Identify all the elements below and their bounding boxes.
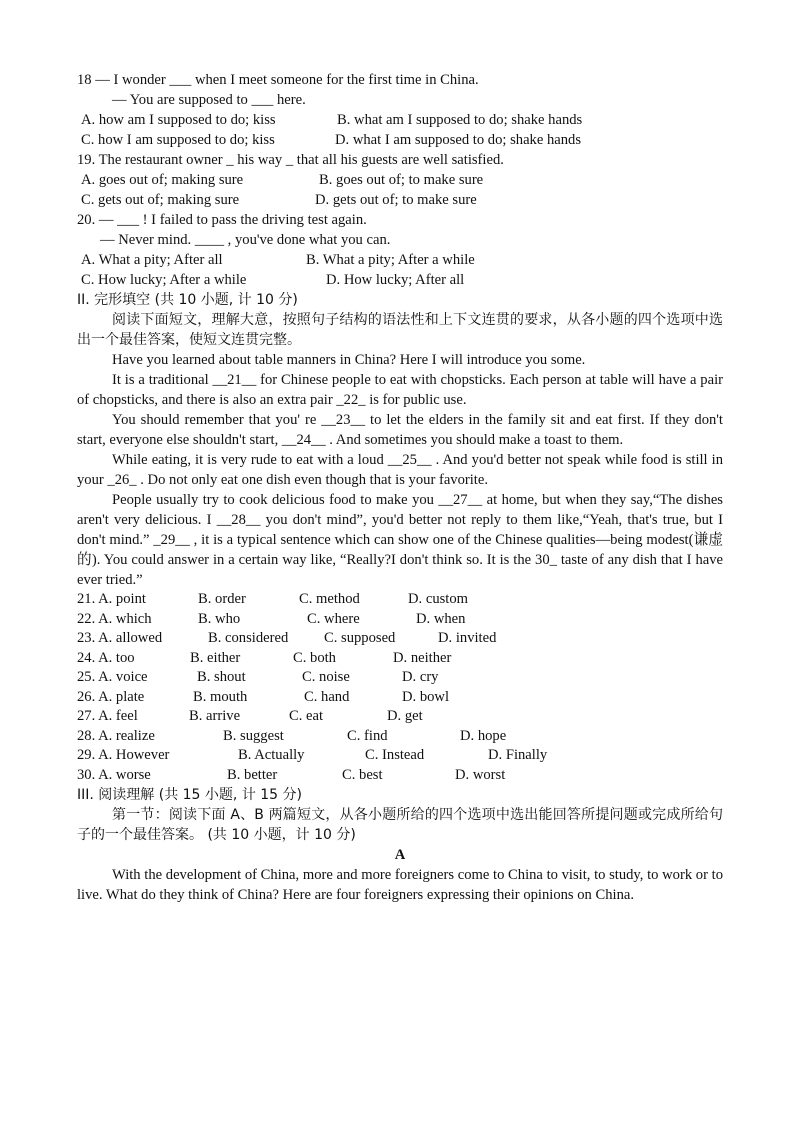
option-21-d: D. custom xyxy=(408,591,468,607)
q19-option-d: D. gets out of; to make sure xyxy=(315,192,477,208)
section3-heading: III. 阅读理解 (共 15 小题, 计 15 分) xyxy=(77,787,302,803)
option-28-d: D. hope xyxy=(460,727,507,744)
option-24-a: 24. A. too xyxy=(77,649,135,666)
option-27-c: C. eat xyxy=(289,708,324,724)
option-27-d: D. get xyxy=(387,708,423,724)
cloze-options-21 xyxy=(77,590,723,610)
passage-label: A xyxy=(394,847,406,863)
cloze-options-25 xyxy=(77,668,723,688)
option-30-d: D. worst xyxy=(455,766,506,783)
q18-option-b: B. what am I supposed to do; shake hands xyxy=(337,112,583,128)
q19-option-a: A. goes out of; making sure xyxy=(81,172,244,188)
option-21-b: B. order xyxy=(198,591,246,607)
q19-options-row2 xyxy=(77,190,723,210)
q20-option-b: B. What a pity; After a while xyxy=(306,252,475,268)
option-22-d: D. when xyxy=(416,610,466,627)
option-25-c: C. noise xyxy=(302,669,350,685)
option-30-c: C. best xyxy=(342,766,383,783)
option-29-d: D. Finally xyxy=(488,747,548,763)
cloze-options-28 xyxy=(77,727,723,747)
option-26-d: D. bowl xyxy=(402,688,450,705)
q19-options-row1 xyxy=(77,170,723,190)
cloze-options-27 xyxy=(77,707,723,727)
option-21-a: 21. A. point xyxy=(77,591,146,607)
option-30-b: B. better xyxy=(227,766,278,783)
q20-options-row2 xyxy=(77,270,723,290)
q18-option-a: A. how am I supposed to do; kiss xyxy=(81,112,276,128)
section3-instruction: 第一节：阅读下面 A、B 两篇短文，从各小题所给的四个选项中选出能回答所提问题或完成所给句子的一个最佳答案。 (共 10 小题，计 10 分) xyxy=(77,807,723,843)
option-27-a: 27. A. feel xyxy=(77,708,138,724)
option-23-c: C. supposed xyxy=(324,630,396,646)
cloze-paragraph-1: Have you learned about table manners in China? Here I will introduce you some. xyxy=(112,352,586,368)
q18-option-c: C. how I am supposed to do; kiss xyxy=(81,132,275,148)
option-27-b: B. arrive xyxy=(189,708,241,724)
cloze-options-23 xyxy=(77,629,723,649)
cloze-paragraph-4: While eating, it is very rude to eat with a loud __25__ . And you'd better not speak while food is still in your _26_ . Do not only eat one dish even though that is your favorite. xyxy=(77,452,723,488)
cloze-options-26 xyxy=(77,688,723,708)
cloze-options-24 xyxy=(77,649,723,669)
q20-option-a: A. What a pity; After all xyxy=(81,252,223,268)
option-25-a: 25. A. voice xyxy=(77,669,148,685)
q19-option-b: B. goes out of; to make sure xyxy=(319,172,484,188)
q20-option-d: D. How lucky; After all xyxy=(326,272,465,288)
option-25-d: D. cry xyxy=(402,669,439,685)
option-28-c: C. find xyxy=(347,727,388,744)
exam-page xyxy=(77,70,723,905)
q20-option-c: C. How lucky; After a while xyxy=(81,272,247,288)
q18-options-row2 xyxy=(77,130,723,150)
q18-stem: 18 — I wonder ___ when I meet someone for the first time in China. xyxy=(77,72,479,88)
option-21-c: C. method xyxy=(299,591,360,607)
option-30-a: 30. A. worse xyxy=(77,766,151,783)
q19-stem: 19. The restaurant owner _ his way _ that all his guests are well satisfied. xyxy=(77,152,504,168)
option-22-a: 22. A. which xyxy=(77,610,152,627)
q20-options-row1 xyxy=(77,250,723,270)
q18-options-row1 xyxy=(77,110,723,130)
cloze-paragraph-3: You should remember that you' re __23__ to let the elders in the family sit and eat first. If they don't start, everyone else shouldn't start, __24__ . And sometimes you should make a toast to them. xyxy=(77,412,723,448)
option-26-a: 26. A. plate xyxy=(77,688,145,705)
option-22-b: B. who xyxy=(198,610,241,627)
option-26-c: C. hand xyxy=(304,688,350,705)
passage-a-text: With the development of China, more and more foreigners come to China to visit, to study, to work or to live. What do they think of China? Here are four foreigners expressing their opinions on China. xyxy=(77,867,723,903)
option-24-c: C. both xyxy=(293,649,336,666)
option-28-a: 28. A. realize xyxy=(77,727,155,744)
cloze-options-29 xyxy=(77,746,723,766)
cloze-options-22 xyxy=(77,610,723,630)
cloze-paragraph-2: It is a traditional __21__ for Chinese people to eat with chopsticks. Each person at table will have a pair of chopsticks, and there is also an extra pair _22_ is for public use. xyxy=(77,372,723,408)
option-29-a: 29. A. However xyxy=(77,747,170,763)
option-22-c: C. where xyxy=(307,610,360,627)
q18-option-d: D. what I am supposed to do; shake hands xyxy=(335,132,582,148)
option-25-b: B. shout xyxy=(197,669,246,685)
cloze-paragraph-5: People usually try to cook delicious food to make you __27__ at home, but when they say,“The dishes aren't very delicious. I __28__ you don't mind”, you'd better not reply to them like,“Yeah, that's true, but I don't mind.” _29__ , it is a typical sentence which can show one of the Chinese qualities—being modest(谦虚的). You could answer in a certain way like, “Really?I don't think so. It is the 30_ taste of any dish that I have ever tried.” xyxy=(77,492,723,588)
option-23-a: 23. A. allowed xyxy=(77,630,163,646)
option-26-b: B. mouth xyxy=(193,688,248,705)
q19-option-c: C. gets out of; making sure xyxy=(81,192,240,208)
option-24-d: D. neither xyxy=(393,649,452,666)
cloze-options-30 xyxy=(77,766,723,786)
option-28-b: B. suggest xyxy=(223,727,284,744)
section2-heading: II. 完形填空 (共 10 小题, 计 10 分) xyxy=(77,292,298,308)
option-29-b: B. Actually xyxy=(238,747,305,763)
option-29-c: C. Instead xyxy=(365,747,425,763)
q20-stem: 20. — ___ ! I failed to pass the driving test again. xyxy=(77,212,367,228)
section2-instruction: 阅读下面短文，理解大意，按照句子结构的语法性和上下文连贯的要求，从各小题的四个选项中选出一个最佳答案，使短文连贯完整。 xyxy=(77,312,723,348)
q18-reply: — You are supposed to ___ here. xyxy=(112,92,306,108)
option-23-d: D. invited xyxy=(438,630,497,646)
q20-reply: — Never mind. ____ , you've done what you can. xyxy=(100,232,391,248)
option-23-b: B. considered xyxy=(208,630,289,646)
option-24-b: B. either xyxy=(190,649,241,666)
